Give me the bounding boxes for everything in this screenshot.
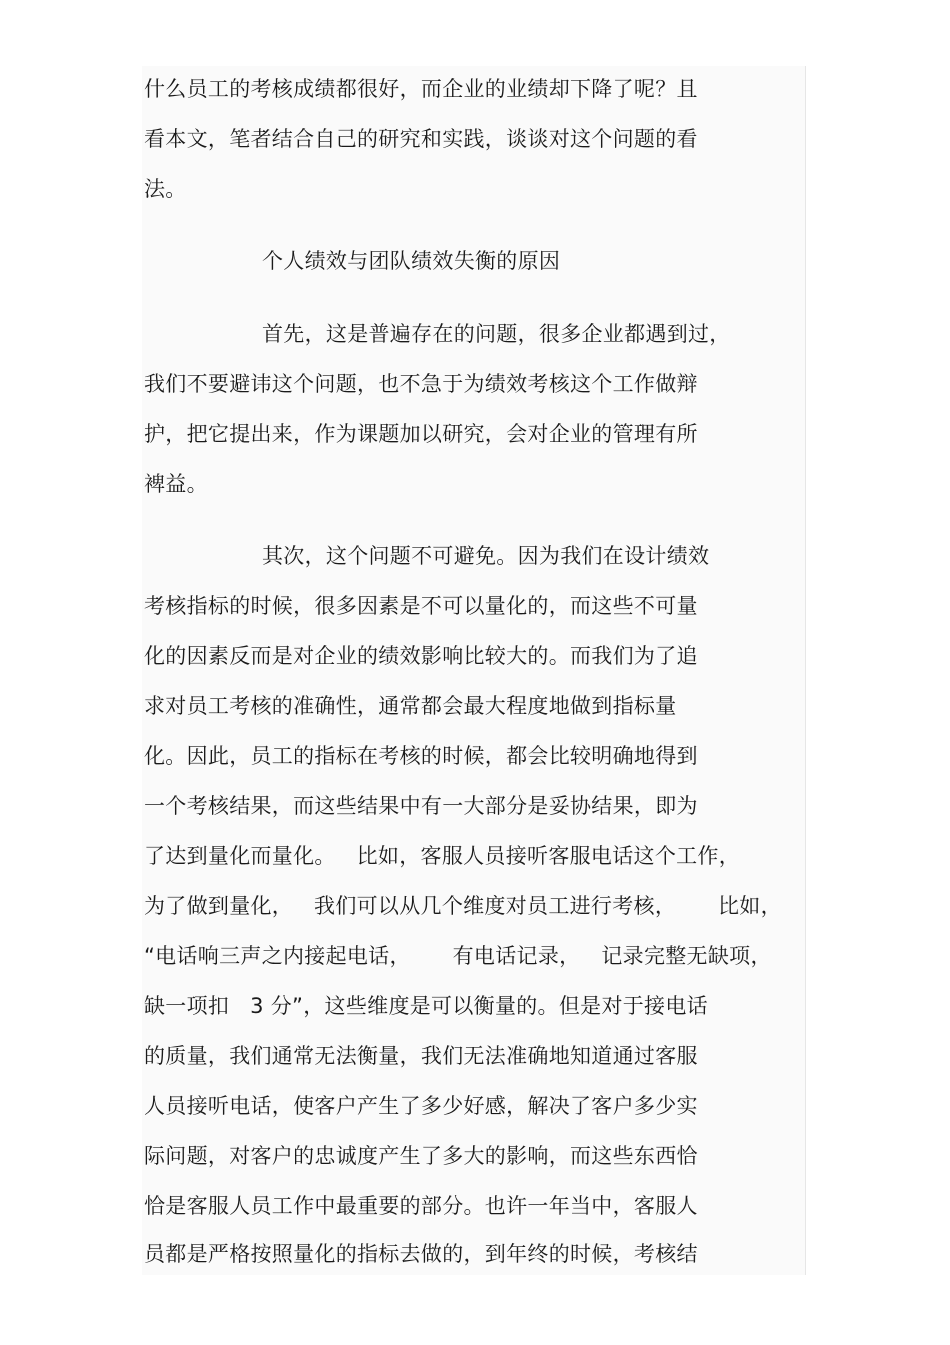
text-line: 人员接听电话，使客户产生了多少好感，解决了客户多少实 bbox=[144, 1094, 698, 1118]
text-line: 首先，这是普遍存在的问题，很多企业都遇到过， bbox=[262, 322, 731, 346]
text-line: 恰是客服人员工作中最重要的部分。也许一年当中，客服人 bbox=[144, 1194, 698, 1218]
text-line: 看本文，笔者结合自己的研究和实践，谈谈对这个问题的看 bbox=[144, 127, 698, 151]
text-line: 护，把它提出来，作为课题加以研究，会对企业的管理有所 bbox=[144, 422, 698, 446]
text-line: 为了做到量化， 我们可以从几个维度对员工进行考核， 比如， bbox=[144, 894, 782, 918]
section-heading: 个人绩效与团队绩效失衡的原因 bbox=[262, 249, 561, 273]
text-line: 求对员工考核的准确性，通常都会最大程度地做到指标量 bbox=[144, 694, 677, 718]
text-line: 我们不要避讳这个问题，也不急于为绩效考核这个工作做辩 bbox=[144, 372, 698, 396]
text-line: 法。 bbox=[144, 177, 187, 201]
text-line: 一个考核结果，而这些结果中有一大部分是妥协结果，即为 bbox=[144, 794, 698, 818]
text-line: 考核指标的时候，很多因素是不可以量化的，而这些不可量 bbox=[144, 594, 698, 618]
text-line: 其次，这个问题不可避免。因为我们在设计绩效 bbox=[262, 544, 710, 568]
text-line: 际问题，对客户的忠诚度产生了多大的影响，而这些东西恰 bbox=[144, 1144, 698, 1168]
text-line: 化的因素反而是对企业的绩效影响比较大的。而我们为了追 bbox=[144, 644, 698, 668]
text-line: “电话响三声之内接起电话， 有电话记录， 记录完整无缺项， bbox=[144, 944, 772, 968]
text-line: 缺一项扣 3 分”，这些维度是可以衡量的。但是对于接电话 bbox=[144, 994, 708, 1018]
text-line: 裨益。 bbox=[144, 472, 208, 496]
text-line: 化。因此，员工的指标在考核的时候，都会比较明确地得到 bbox=[144, 744, 698, 768]
text-line: 什么员工的考核成绩都很好，而企业的业绩却下降了呢？且 bbox=[144, 77, 698, 101]
text-line: 了达到量化而量化。 比如，客服人员接听客服电话这个工作， bbox=[144, 844, 741, 868]
text-line: 的质量，我们通常无法衡量，我们无法准确地知道通过客服 bbox=[144, 1044, 698, 1068]
text-line: 员都是严格按照量化的指标去做的，到年终的时候，考核结 bbox=[144, 1242, 698, 1266]
